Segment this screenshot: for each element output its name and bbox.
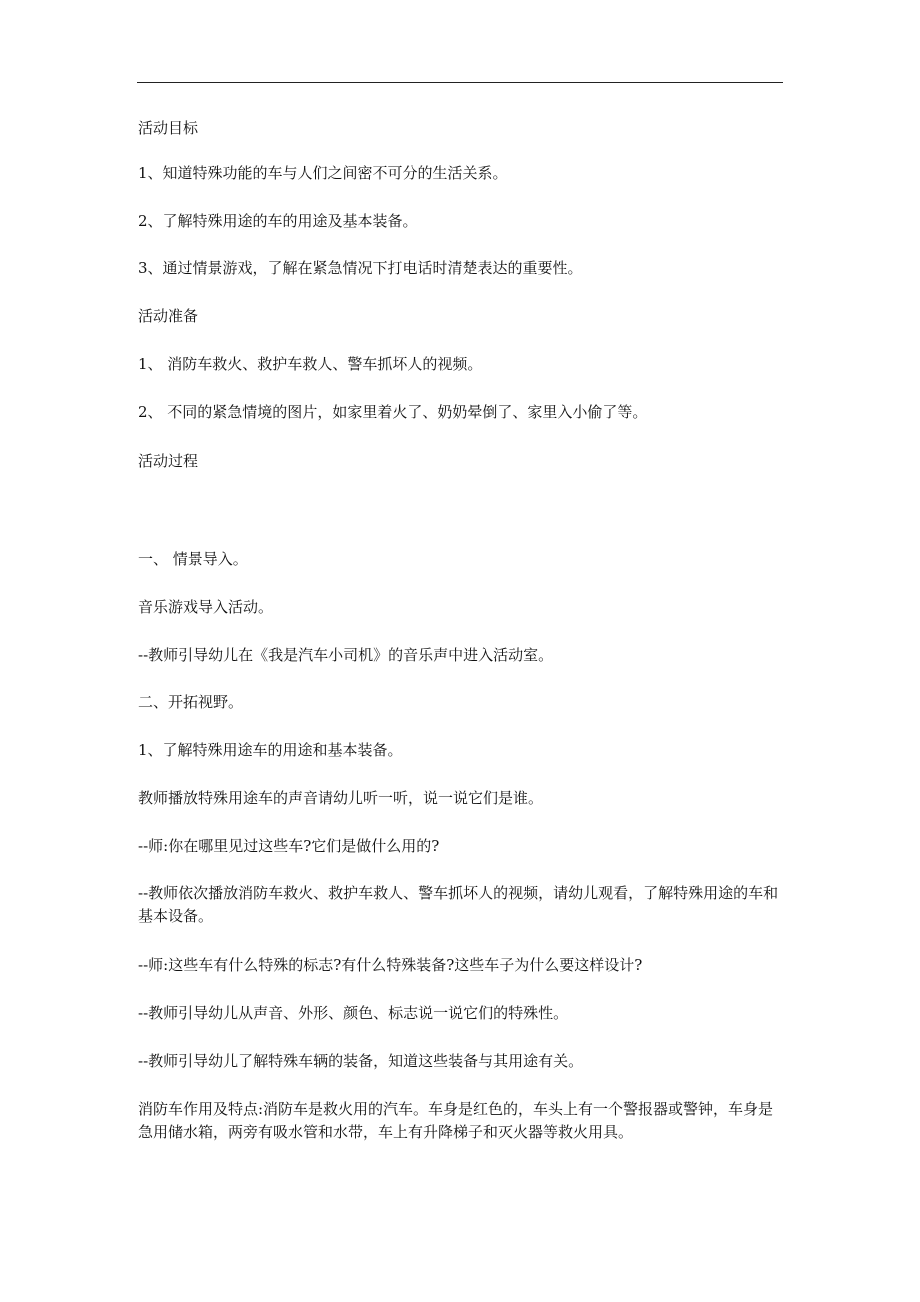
heading-activity-preparation: 活动准备 [138, 307, 199, 325]
preparation-item-2: 2、 不同的紧急情境的图片，如家里着火了、奶奶晕倒了、家里入小偷了等。 [138, 403, 648, 421]
process-paragraph: --师:你在哪里见过这些车?它们是做什么用的? [138, 837, 440, 855]
goal-item-2: 2、了解特殊用途的车的用途及基本装备。 [138, 212, 418, 230]
process-paragraph: 1、了解特殊用途车的用途和基本装备。 [138, 741, 403, 759]
process-paragraph: --教师依次播放消防车救火、救护车救人、警车抓坏人的视频，请幼儿观看，了解特殊用途的车和基本设备。 [138, 884, 779, 925]
process-paragraph: --教师引导幼儿了解特殊车辆的装备，知道这些装备与其用途有关。 [138, 1052, 584, 1070]
preparation-item-1: 1、 消防车救火、救护车救人、警车抓坏人的视频。 [138, 355, 483, 373]
section-two-heading: 二、开拓视野。 [138, 693, 244, 711]
goal-item-1: 1、知道特殊功能的车与人们之间密不可分的生活关系。 [138, 164, 508, 182]
process-paragraph: 音乐游戏导入活动。 [138, 598, 274, 616]
heading-activity-process: 活动过程 [138, 452, 199, 470]
process-paragraph: 教师播放特殊用途车的声音请幼儿听一听，说一说它们是谁。 [138, 789, 544, 807]
header-rule [137, 82, 783, 83]
section-one-heading: 一、 情景导入。 [138, 550, 248, 568]
process-paragraph: --教师引导幼儿从声音、外形、颜色、标志说一说它们的特殊性。 [138, 1004, 569, 1022]
heading-activity-goals: 活动目标 [138, 119, 199, 137]
goal-item-3: 3、通过情景游戏，了解在紧急情况下打电话时清楚表达的重要性。 [138, 259, 583, 277]
process-paragraph: --师:这些车有什么特殊的标志?有什么特殊装备?这些车子为什么要这样设计? [138, 956, 643, 974]
process-paragraph: --教师引导幼儿在《我是汽车小司机》的音乐声中进入活动室。 [138, 646, 554, 664]
fire-truck-description: 消防车作用及特点:消防车是救火用的汽车。车身是红色的，车头上有一个警报器或警钟，车身是急用储水箱，两旁有吸水管和水带，车上有升降梯子和灭火器等救火用具。 [138, 1100, 774, 1141]
